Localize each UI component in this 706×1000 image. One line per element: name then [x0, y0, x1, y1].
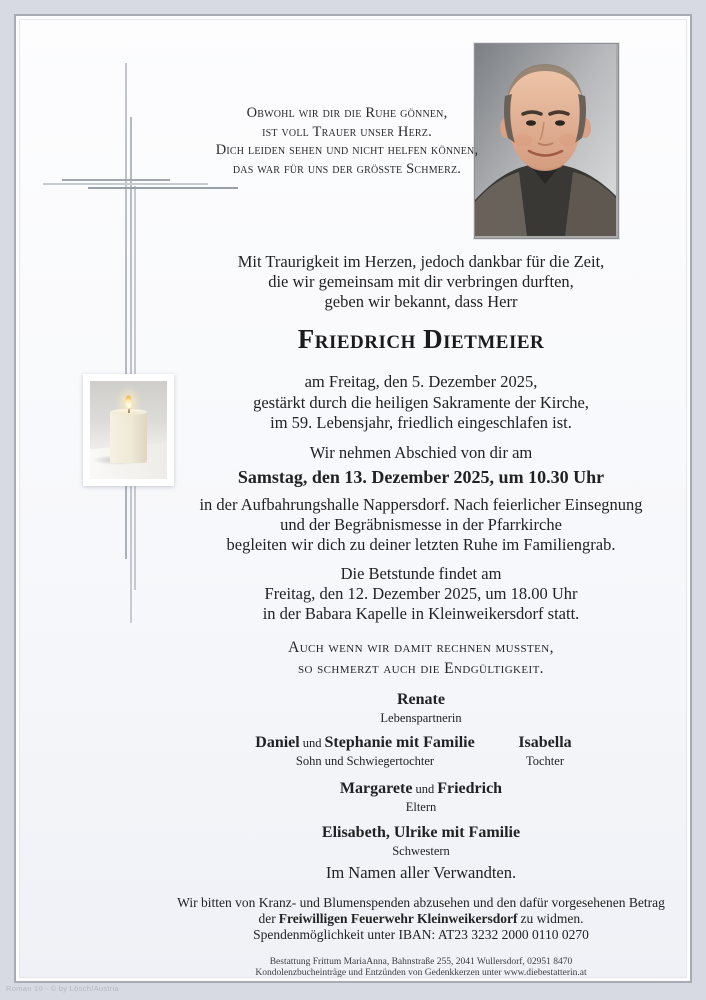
mourner-role: Schwestern — [392, 844, 450, 858]
design-copyright: Roman 10 - © by Lösch/Austria — [6, 984, 120, 993]
mourner-name: Renate — [397, 691, 445, 708]
connector: und — [302, 736, 322, 750]
verse-line: ist voll Trauer unser Herz. — [262, 123, 432, 140]
cross-horizontal-line — [43, 183, 208, 185]
funeral-home-address: Bestattung Frittum MariaAnna, Bahnstraße 255, 2041 Wullersdorf, 02951 8470 — [269, 957, 573, 967]
mourners-closing: Im Namen aller Verwandten. — [325, 863, 517, 882]
verse-line: so schmerzt auch die Endgültigkeit. — [298, 659, 544, 677]
connector: und — [415, 782, 435, 796]
mourners-parents — [150, 779, 692, 815]
mourner-partner — [150, 690, 692, 726]
donation-line: Wir bitten von Kranz- und Blumenspenden abzusehen und den dafür vorgesehenen Betrag — [177, 895, 665, 910]
verse-line: Obwohl wir dir die Ruhe gönnen, — [246, 105, 448, 121]
farewell-line: und der Begräbnismesse in der Pfarrkirche — [280, 515, 562, 534]
prayer-hour-details — [150, 564, 692, 624]
donation-iban-line: Spendenmöglichkeit unter IBAN: AT23 3232 2000 0110 0270 — [253, 927, 589, 942]
verse-line: Dich leiden sehen und nicht helfen können, — [215, 142, 479, 158]
mourner-role: Lebenspartnerin — [380, 711, 462, 725]
verse-line: Auch wenn wir damit rechnen mussten, — [288, 639, 554, 656]
farewell-datetime: Samstag, den 13. Dezember 2025, um 10.30 Uhr — [237, 467, 605, 487]
announcement-intro — [150, 252, 692, 312]
cross-horizontal-line — [62, 179, 170, 181]
farewell-intro: Wir nehmen Abschied von dir am — [309, 443, 533, 462]
announcement-line: Mit Traurigkeit im Herzen, jedoch dankbar für die Zeit, — [237, 252, 605, 271]
death-detail-line: im 59. Lebensjahr, friedlich eingeschlafen ist. — [270, 413, 572, 432]
cross-horizontal-line — [88, 187, 238, 189]
mourner-role: Sohn und Schwiegertochter — [295, 754, 435, 768]
prayer-hour-line: Freitag, den 12. Dezember 2025, um 18.00 Uhr — [264, 584, 578, 603]
farewell-line: in der Aufbahrungshalle Nappersdorf. Nach feierlicher Einsegnung — [199, 495, 643, 514]
mourner-name: Isabella — [518, 734, 572, 751]
opening-verse — [192, 104, 502, 178]
mourner-name: Elisabeth, Ulrike mit Familie — [321, 824, 521, 841]
verse-line: das war für uns der größte Schmerz. — [232, 160, 462, 177]
prayer-hour-line: in der Babara Kapelle in Kleinweikersdorf statt. — [262, 604, 580, 623]
donation-line: der Freiwilligen Feuerwehr Kleinweikersdorf zu widmen. — [258, 911, 584, 926]
deceased-name: Friedrich Dietmeier — [297, 324, 545, 354]
closing-verse — [150, 638, 692, 679]
death-detail-line: am Freitag, den 5. Dezember 2025, — [304, 372, 538, 391]
mourner-role: Tochter — [526, 754, 564, 768]
death-detail-line: gestärkt durch die heiligen Sakramente der Kirche, — [253, 392, 589, 412]
donation-recipient: Freiwilligen Feuerwehr Kleinweikersdorf — [278, 911, 518, 926]
donation-note — [150, 895, 692, 943]
mourners-children-row — [150, 733, 692, 779]
announcement-line: geben wir bekannt, dass Herr — [324, 292, 518, 311]
mourner-name: Margarete und Friedrich — [339, 780, 503, 797]
farewell-line: begleiten wir dich zu deiner letzten Ruhe im Familiengrab. — [226, 535, 616, 554]
mourner-name: Daniel und Stephanie mit Familie — [255, 734, 475, 751]
candle-body — [110, 411, 147, 463]
mourners-sisters — [150, 823, 692, 859]
candle-flame-icon — [125, 395, 132, 409]
farewell-details — [150, 495, 692, 555]
prayer-hour-line: Die Betstunde findet am — [340, 564, 502, 583]
funeral-home-footer — [150, 957, 692, 979]
death-details — [150, 372, 692, 434]
announcement-line: die wir gemeinsam mit dir verbringen durften, — [268, 272, 574, 291]
funeral-home-website: Kondolenzbucheinträge und Entzünden von Gedenkkerzen unter www.diebestatterin.at — [255, 968, 587, 978]
mourner-role: Eltern — [405, 800, 437, 814]
mourner-children-right — [440, 733, 650, 769]
cross-vertical-line — [130, 117, 132, 623]
